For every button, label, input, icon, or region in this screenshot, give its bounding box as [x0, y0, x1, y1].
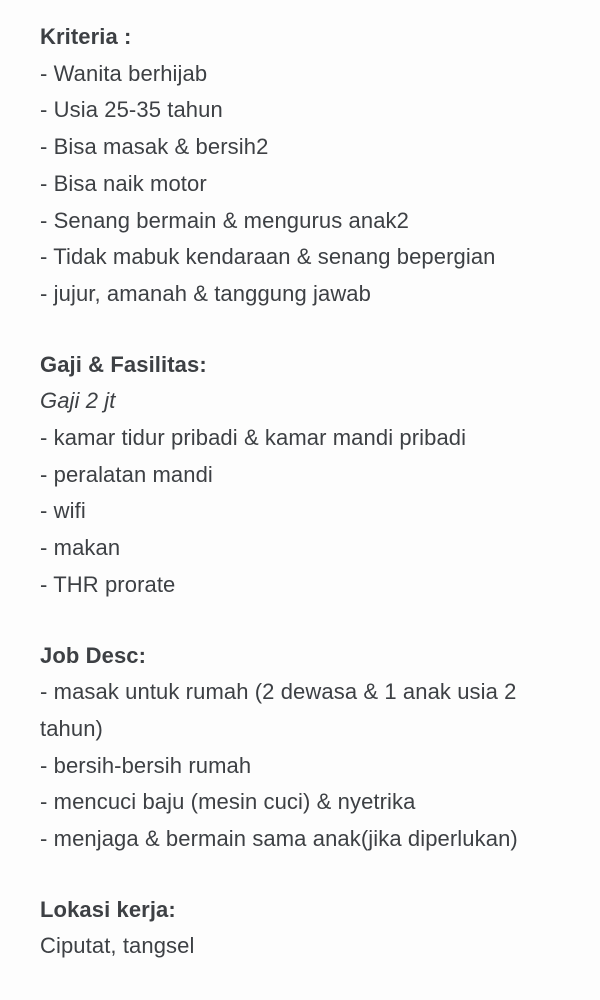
section-gaji-fasilitas — [40, 347, 560, 604]
section-heading-job-desc: Job Desc: — [40, 642, 147, 668]
fasilitas-item: - peralatan mandi — [40, 461, 213, 487]
work-location: Ciputat, tangsel — [40, 933, 195, 959]
section-heading-kriteria: Kriteria : — [40, 24, 132, 49]
kriteria-item: - Bisa naik motor — [40, 170, 207, 196]
fasilitas-item: - makan — [40, 535, 121, 561]
kriteria-item: - Usia 25-35 tahun — [40, 97, 223, 123]
section-job-desc — [40, 638, 560, 858]
kriteria-item: - Bisa masak & bersih2 — [40, 134, 269, 160]
section-lokasi-kerja — [40, 892, 560, 965]
job-desc-item: - bersih-bersih rumah — [40, 752, 252, 778]
kriteria-item: - jujur, amanah & tanggung jawab — [40, 280, 371, 306]
section-kriteria — [40, 19, 560, 313]
job-desc-item: - mencuci baju (mesin cuci) & nyetrika — [40, 789, 416, 815]
fasilitas-item: - wifi — [40, 498, 86, 524]
kriteria-item: - Wanita berhijab — [40, 60, 208, 86]
kriteria-item: - Senang bermain & mengurus anak2 — [40, 207, 409, 233]
fasilitas-item: - THR prorate — [40, 571, 176, 597]
section-heading-gaji-fasilitas: Gaji & Fasilitas: — [40, 351, 207, 377]
section-heading-lokasi-kerja: Lokasi kerja: — [40, 896, 176, 922]
gaji-amount: Gaji 2 jt — [40, 388, 116, 414]
job-desc-item: - masak untuk rumah (2 dewasa & 1 anak usia 2 tahun) — [40, 679, 517, 741]
fasilitas-item: - kamar tidur pribadi & kamar mandi pribadi — [40, 425, 467, 451]
kriteria-item: - Tidak mabuk kendaraan & senang bepergian — [40, 244, 496, 270]
job-desc-item: - menjaga & bermain sama anak(jika diperlukan) — [40, 826, 518, 852]
